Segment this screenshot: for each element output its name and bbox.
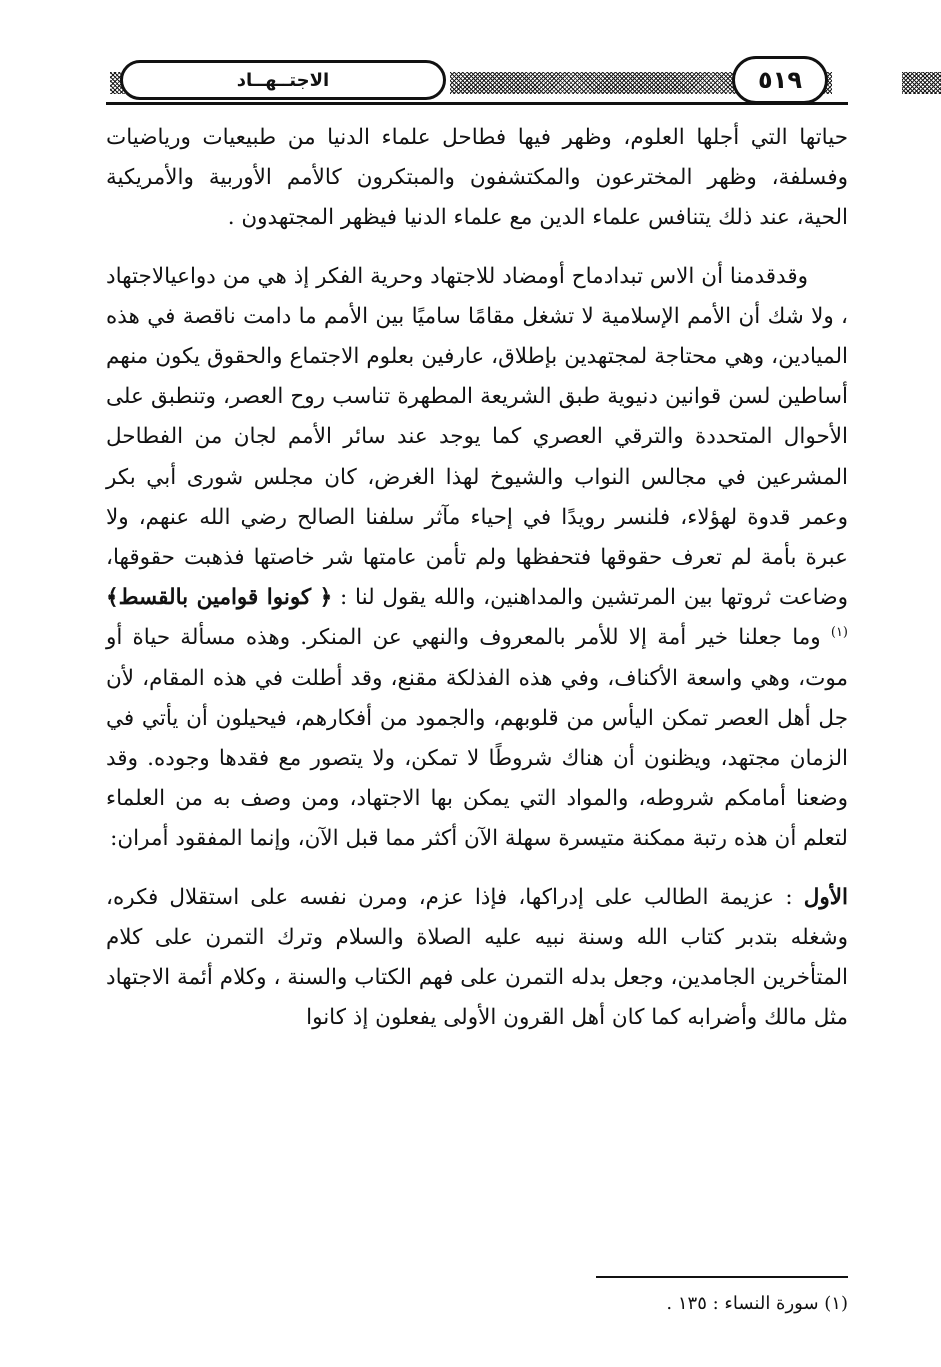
paragraph-3-lead-word: الأول bbox=[803, 884, 848, 910]
footnote: (١) سورة النساء : ١٣٥ . bbox=[666, 1293, 848, 1314]
footnote-separator bbox=[596, 1276, 848, 1278]
header-ornament-right bbox=[902, 72, 941, 94]
quran-quote: ﴿ كونوا قوامين بالقسط﴾ bbox=[106, 585, 333, 611]
paragraph-3-text: : عزيمة الطالب على إدراكها، فإذا عزم، ومرن نفسه على استقلال فكره، وشغله بتدبر كتاب الله وسنة نبيه عليه الصلاة والسلام وترك التمرن على كلام المتأخرين الجامدين، وجعل بدله التمرن على فهم الكتاب والسنة ، وكلام أئمة الاجتهاد مثل مالك وأضرابه كما كان أهل القرون الأولى يفعلون إذ كانوا bbox=[106, 884, 848, 1031]
footnote-marker: (١) bbox=[830, 625, 848, 641]
paragraph-2 bbox=[106, 257, 848, 860]
running-title-frame bbox=[120, 60, 446, 100]
header-rule bbox=[106, 102, 848, 105]
paragraph-2-text-after-quote: وما جعلنا خير أمة إلا للأمر بالمعروف والنهي عن المنكر. وهذه مسألة حياة أو موت، وهي واسعة الأكناف، وفي هذه الفذلكة مقنع، وقد أطلت في هذه المقام، لأن جل أهل العصر تمكن اليأس من قلوبهم، والجمود من أفكارهم، فيحيلون أن يأتي في الزمان مجتهد، ويظنون أن هناك شروطًا لا تمكن، ولا يتصور مع فقدها وجوده. وقد وضعنا أمامكم شروطه، والمواد التي يمكن بها الاجتهاد، ومن وصف به من العلماء لتعلم أن هذه رتبة ممكنة متيسرة سهلة الآن أكثر مما قبل الآن، وإنما المفقود أمران: bbox=[106, 625, 848, 852]
main-text bbox=[106, 118, 848, 1038]
page-number: ٥١٩ bbox=[758, 66, 802, 94]
running-title: الاجتــهــاد bbox=[236, 69, 330, 91]
page-header bbox=[106, 52, 848, 108]
paragraph-2-text-before-quote: وقدقدمنا أن الاس تبدادماح أومضاد للاجتهاد وحرية الفكر إذ هي من دواعيالاجتهاد ، ولا شك أن الأمم الإسلامية لا تشغل مقامًا ساميًا بين الأمم ما دامت ناقصة في هذه الميادين، وهي محتاجة لمجتهدين بإطلاق، عارفين بعلوم الاجتماع والحقوق يكون منهم أساطين لسن قوانين دنيوية طبق الشريعة المطهرة تناسب روح العصر، وتنطبق على الأحوال المتحددة والترقي العصري كما يوجد عند سائر الأمم لجان من الفطاحل المشرعين في مجالس النواب والشيوخ لهذا الغرض، كان مجلس شورى أبي بكر وعمر قدوة لهؤلاء، فلنسر رويدًا في إحياء مآثر سلفنا الصالح رضي الله عنهم، ولا عبرة بأمة لم تعرف حقوقها فتحفظها ولم تأمن عامتها شر خاصتها فذهبت حقوقها، وضاعت ثروتها بين المرتشين والمداهنين، والله يقول لنا : bbox=[106, 263, 848, 611]
paragraph-1: حياتها التي أجلها العلوم، وظهر فيها فطاحل علماء الدنيا من طبيعيات ورياضيات وفسلفة، وظهر المخترعون والمكتشفون والمبتكرون كالأمم الأوربية والأمريكية الحية، عند ذلك يتنافس علماء الدين مع علماء الدنيا فيظهر المجتهدون . bbox=[106, 125, 848, 231]
paragraph-3 bbox=[106, 878, 848, 1039]
page-number-frame bbox=[732, 56, 828, 104]
